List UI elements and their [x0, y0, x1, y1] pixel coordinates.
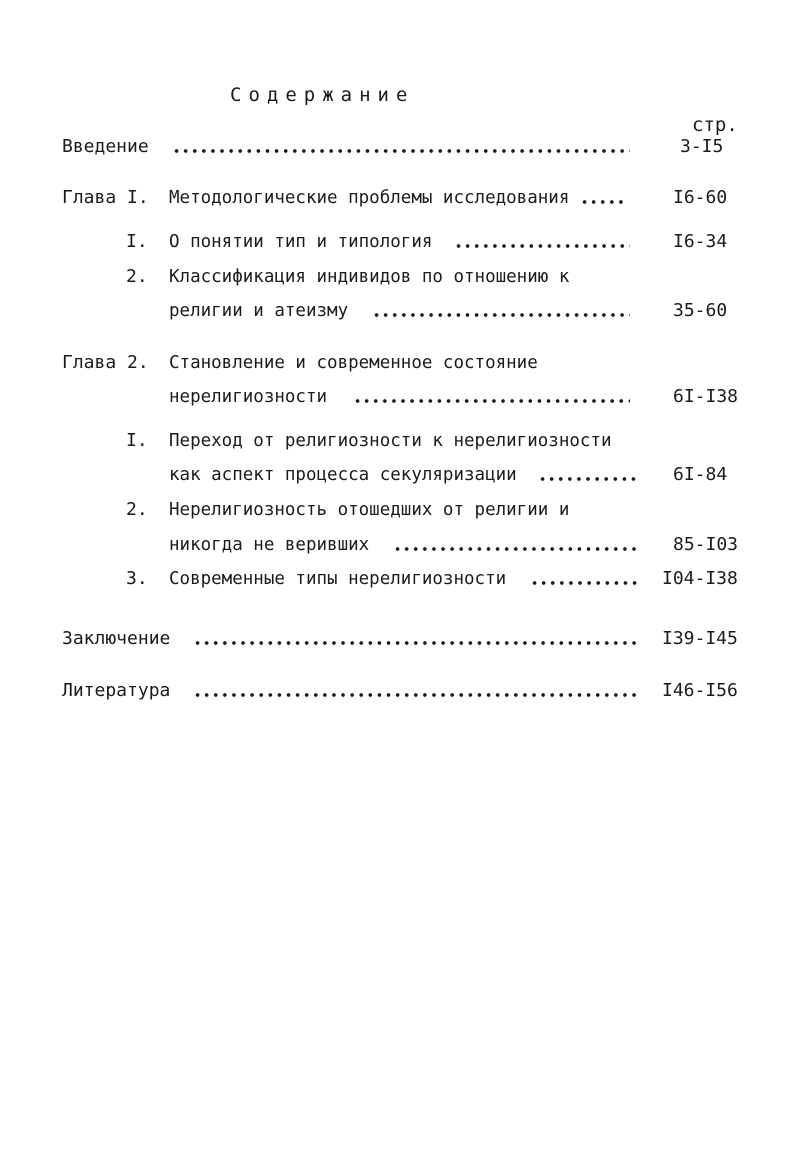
leader-dots [193, 692, 639, 698]
section-number: I. [126, 231, 148, 252]
leader-dots [454, 243, 630, 249]
entry-text-line-1: Становление и современное состояние [169, 353, 538, 373]
entry-pages: 3-I5 [680, 136, 724, 157]
entry-pages: I39-I45 [662, 628, 738, 649]
entry-label: Введение [62, 136, 149, 157]
entry-label: Литература [62, 680, 171, 701]
section-number: I. [126, 430, 148, 451]
leader-dots [172, 148, 630, 154]
section-number: 2. [126, 266, 148, 287]
section-number: 2. [126, 499, 148, 520]
entry-text: О понятии тип и типология [169, 232, 433, 252]
leader-dots [530, 580, 639, 586]
entry-pages: 35-60 [673, 300, 728, 321]
page-title: Содержание [230, 84, 415, 106]
leader-dots [353, 398, 630, 404]
section-number: 3. [126, 568, 148, 589]
entry-text-line-2: как аспект процесса секуляризации [169, 465, 517, 485]
entry-text: Методологические проблемы исследования [169, 188, 570, 208]
leader-dots [372, 312, 630, 318]
entry-text-line-1: Нерелигиозность отошедших от религии и [169, 500, 570, 520]
entry-text-line-2: никогда не веривших [169, 535, 370, 555]
entry-pages: I46-I56 [662, 680, 738, 701]
entry-pages: I6-34 [673, 231, 728, 252]
entry-label: Заключение [62, 628, 171, 649]
entry-pages: I04-I38 [662, 568, 738, 589]
entry-text: Современные типы нерелигиозности [169, 569, 507, 589]
chapter-label: Глава 2. [62, 352, 149, 373]
entry-pages: I6-60 [673, 187, 728, 208]
chapter-label: Глава I. [62, 187, 149, 208]
leader-dots [193, 640, 639, 646]
entry-text-line-1: Классификация индивидов по отношению к [169, 267, 570, 287]
entry-pages: 6I-84 [673, 464, 728, 485]
entry-pages: 85-I03 [673, 534, 739, 555]
entry-pages: 6I-I38 [673, 386, 739, 407]
entry-text-line-2: нерелигиозности [169, 387, 328, 407]
page-column-header: стр. [692, 114, 738, 136]
leader-dots [580, 199, 628, 205]
entry-text-line-2: религии и атеизму [169, 301, 349, 321]
entry-text-line-1: Переход от религиозности к нерелигиозности [169, 431, 612, 451]
leader-dots [393, 546, 639, 552]
leader-dots [538, 476, 639, 482]
